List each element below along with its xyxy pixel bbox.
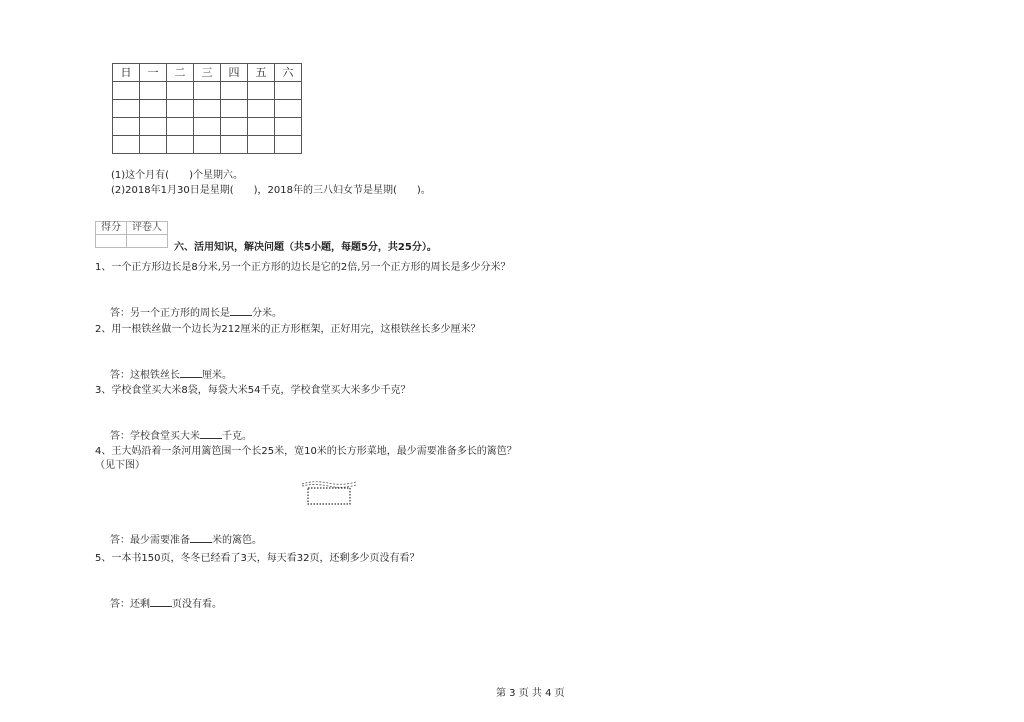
calendar-cell	[113, 82, 140, 100]
answer-suffix: 米的篱笆。	[212, 535, 262, 546]
answer-blank[interactable]	[200, 429, 222, 439]
calendar-cell	[113, 100, 140, 118]
answer-suffix: 厘米。	[202, 370, 232, 381]
problem-5-answer	[110, 595, 222, 610]
calendar-header-cell: 五	[248, 64, 275, 82]
problem-1-answer	[110, 304, 282, 319]
answer-suffix: 千克。	[222, 431, 252, 442]
calendar-header-cell: 六	[275, 64, 302, 82]
calendar-cell	[221, 82, 248, 100]
calendar-header-row	[113, 64, 302, 82]
fence-rectangle	[308, 488, 350, 504]
answer-blank[interactable]	[190, 533, 212, 543]
calendar-question-1: (1)这个月有( )个星期六。	[111, 170, 243, 181]
problem-3-answer	[110, 427, 252, 442]
calendar-cell	[248, 136, 275, 154]
page-number: 第 3 页 共 4 页	[496, 688, 565, 699]
calendar-cell	[221, 100, 248, 118]
problem-2-answer	[110, 366, 232, 381]
calendar-cell	[167, 82, 194, 100]
calendar-header-cell: 日	[113, 64, 140, 82]
section-title: 六、活用知识，解决问题（共5小题，每题5分，共25分）。	[174, 242, 437, 253]
problem-5-question: 5、一本书150页，冬冬已经看了3天，每天看32页，还剩多少页没有看？	[95, 553, 420, 564]
calendar-cell	[221, 136, 248, 154]
problem-4-answer	[110, 531, 262, 546]
calendar-header-cell: 一	[140, 64, 167, 82]
answer-suffix: 分米。	[252, 308, 282, 319]
answer-suffix: 页没有看。	[172, 599, 222, 610]
calendar-cell	[140, 100, 167, 118]
calendar-cell	[167, 136, 194, 154]
river-line-top	[302, 482, 356, 485]
answer-prefix: 答：最少需要准备	[110, 535, 190, 546]
calendar-header-cell: 四	[221, 64, 248, 82]
river-line-bottom	[302, 485, 356, 488]
calendar-cell	[167, 118, 194, 136]
calendar-cell	[248, 100, 275, 118]
calendar-row	[113, 82, 302, 100]
calendar-cell	[113, 118, 140, 136]
calendar-cell	[275, 136, 302, 154]
answer-blank[interactable]	[230, 306, 252, 316]
calendar-cell	[194, 100, 221, 118]
calendar-cell	[167, 100, 194, 118]
answer-prefix: 答：学校食堂买大米	[110, 431, 200, 442]
problem-3-question: 3、学校食堂买大米8袋，每袋大米54千克，学校食堂买大米多少千克？	[95, 385, 411, 396]
calendar-cell	[275, 118, 302, 136]
answer-prefix: 答：这根铁丝长	[110, 370, 180, 381]
calendar-row	[113, 136, 302, 154]
problem-1-question: 1、一个正方形边长是8分米,另一个正方形的边长是它的2倍,另一个正方形的周长是多少分米？	[95, 262, 511, 273]
calendar-question-2: (2)2018年1月30日是星期( )，2018年的三八妇女节是星期( )。	[111, 185, 431, 196]
calendar-cell	[140, 118, 167, 136]
calendar-row	[113, 118, 302, 136]
calendar-row	[113, 100, 302, 118]
answer-prefix: 答：还剩	[110, 599, 150, 610]
answer-blank[interactable]	[180, 368, 202, 378]
calendar-cell	[194, 136, 221, 154]
problem-4-question-note: （见下图）	[95, 460, 145, 471]
calendar-cell	[275, 82, 302, 100]
problem-2-question: 2、用一根铁丝做一个边长为212厘米的正方形框架，正好用完，这根铁丝长多少厘米？	[95, 324, 481, 335]
answer-prefix: 答：另一个正方形的周长是	[110, 308, 230, 319]
calendar-cell	[194, 82, 221, 100]
calendar-cell	[275, 100, 302, 118]
fence-diagram	[300, 478, 358, 508]
calendar-cell	[248, 82, 275, 100]
calendar-table	[112, 63, 302, 154]
calendar-cell	[140, 136, 167, 154]
calendar-cell	[194, 118, 221, 136]
calendar-header-cell: 二	[167, 64, 194, 82]
answer-blank[interactable]	[150, 597, 172, 607]
score-label: 得分	[96, 222, 127, 235]
calendar-cell	[221, 118, 248, 136]
calendar-cell	[248, 118, 275, 136]
score-field[interactable]	[96, 235, 127, 248]
calendar-cell	[140, 82, 167, 100]
problem-4-question: 4、王大妈沿着一条河用篱笆围一个长25米，宽10米的长方形菜地，最少需要准备多长的篱笆？	[95, 446, 517, 457]
reviewer-label: 评卷人	[127, 222, 168, 235]
score-box	[95, 221, 168, 248]
calendar-header-cell: 三	[194, 64, 221, 82]
calendar-cell	[113, 136, 140, 154]
reviewer-field[interactable]	[127, 235, 168, 248]
